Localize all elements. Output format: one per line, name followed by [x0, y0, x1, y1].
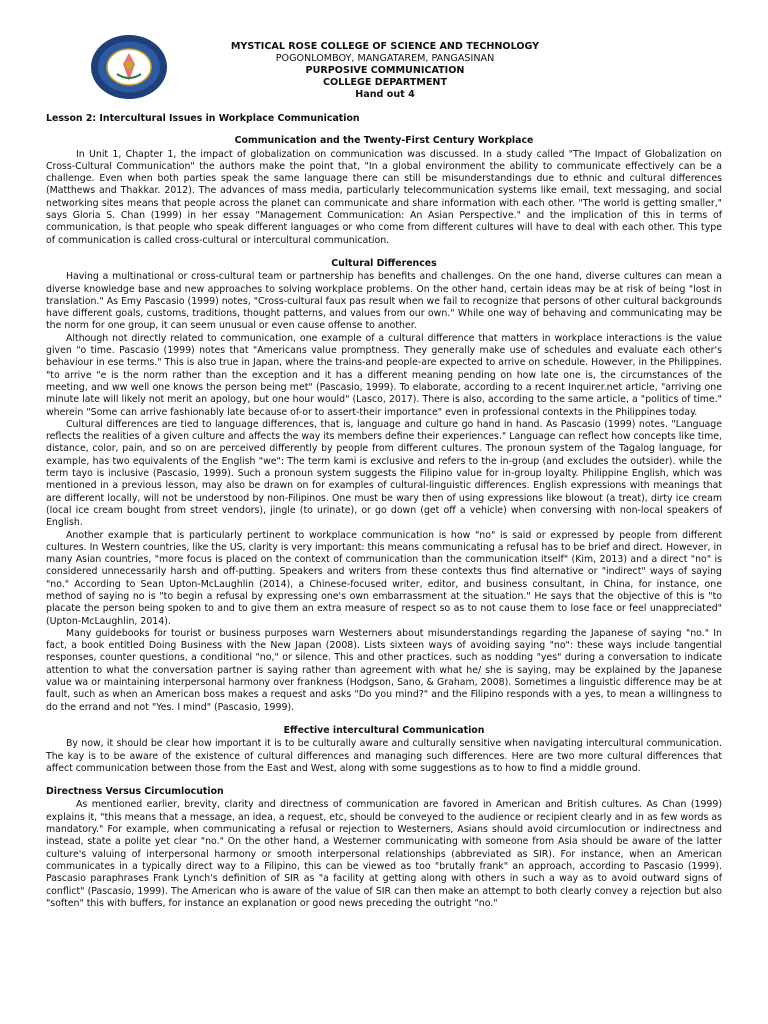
department-name: COLLEGE DEPARTMENT	[322, 77, 447, 88]
document-header	[180, 41, 590, 101]
paragraph: In Unit 1, Chapter 1, the impact of globalization on communication was discussed. In a study called "The Impact of Globalization on Cross-Cultural Communication" the authors make the point that, "In a global environment the ability to communicate effectively can be a challenge. Even when both parties speak the same language there can still be misunderstandings due to ethnic and cultural differences (Matthews and Thakkar. 2012). The advances of mass media, particularly telecommunication systems like email, text messaging, and social networking sites means that people across the planet can communicate and share information with each other. "The world is getting smaller," says Gloria S. Chan (1999) in her essay "Management Communication: An Asian Perspective." and the implication of this in terms of communication, is that people who speak different languages or who come from different cultures will have to deal with each other. This type of communication is called cross-cultural or intercultural communication.	[46, 148, 722, 246]
college-name: MYSTICAL ROSE COLLEGE OF SCIENCE AND TECHNOLOGY	[230, 41, 540, 52]
section-title-effective-communication: Effective intercultural Communication	[283, 724, 485, 736]
section-title-cultural-differences: Cultural Differences	[331, 257, 437, 269]
paragraph: Having a multinational or cross-cultural team or partnership has benefits and challenges. On the one hand, diverse cultures can mean a diverse knowledge base and new approaches to solving workplace problems. On the other hand, certain ideas may be at risk of being "lost in translation." As Emy Pascasio (1999) notes, "Cross-cultural faux pas result when we fail to recognize that persons of other cultural backgrounds have different goals, customs, traditions, thought patterns, and values from our own." While one way of behaving and communicating may be the norm for one group, it can seem unusual or even cause offense to another.	[46, 271, 722, 332]
lesson-title: Lesson 2: Intercultural Issues in Workplace Communication	[46, 113, 360, 124]
paragraph: Although not directly related to communication, one example of a cultural difference that matters in workplace interactions is the value given "o time. Pascasio (1999) notes that "Americans value promptness. They generally make use of schedules and evaluate each other's behaviour in ese terms." This is also true in Japan, where the trains-and people-are expected to arrive on schedule. However, in the Philippines. "to arrive "e is the norm rather than the exception and it has a different meaning pending on how late one is, the circumstances of the meeting, and ww well one knows the person being met" (Pascasio, 1999). To elaborate, according to a recent Inquirer.net article, "arriving one minute late will likely not merit an apology, but one hour would" (Lasco, 2017). There is also, according to the same article, a "politics of time." wherein "Some can arrive fashionably late because of-or to assert-their importance" even in professional contexts in the Philippines today.	[46, 332, 722, 418]
document-body	[46, 113, 722, 910]
paragraph: Another example that is particularly pertinent to workplace communication is how "no" is said or expressed by people from different cultures. In Western countries, like the US, clarity is very important: this means communicating a refusal has to be brief and direct. However, in many Asian countries, "more focus is placed on the context of communication than the communication itself" (Kim, 2013) and a direct "no" is considered unnecessarily harsh and off-putting. Speakers and writers from these contexts thus find alternative or "indirect" ways of saying "no." According to Sean Upton-McLaughlin (2014), a Chinese-focused writer, editor, and business consultant, in China, for instance, one method of saying no is "to begin a refusal by expressing one's own embarrassment at the situation." He says that the objective of this is "to placate the person being spoken to and to give them an extra measure of respect so as to not cause them to lose face or feel unappreciated" (Upton-McLaughlin, 2014).	[46, 529, 722, 627]
paragraph: Many guidebooks for tourist or business purposes warn Westerners about misunderstandings regarding the Japanese of saying "no." In fact, a book entitled Doing Business with the New Japan (2008). Lists sixteen ways of avoiding saying "no": these ways include tangential responses, counter questions, a conditional "no," or silence. This and other practices. such as nodding "yes" during a conversation to indicate attention to what the conversation partner is saying rather than agreement with what he/ she is saying, may be explained by the Japanese value wa or maintaining interpersonal harmony over frankness (Hodgson, Sano, & Graham, 2008). Sometimes a linguistic difference may be at fault, such as when an American boss makes a request and asks "Do you mind?" and the Filipino responds with a yes, to mean a willingness to do the errand and not "Yes. I mind" (Pascasio, 1999).	[46, 627, 722, 713]
paragraph: As mentioned earlier, brevity, clarity and directness of communication are favored in American and British cultures. As Chan (1999) explains it, "this means that a message, an idea, a request, etc, should be conveyed to the audience or recipient clearly and in as few words as mandatory." For example, when communicating a refusal or rejection to Westerners, Asians should avoid circumlocution or indirectness and instead, state a polite yet clear "no." On the other hand, a Westerner communicating with someone from Asia should be aware of the latter culture's valuing of interpersonal harmony or smooth interpersonal relationships (abbreviated as SIR). For instance, when an American communicates in a typically direct way to a Filipino, this can be viewed as too "brutally frank" an approach, according to Pascasio (1999). Pascasio paraphrases Frank Lynch's definition of SIR as "a facility at getting along with others in such a way as to avoid outward signs of conflict" (Pascasio, 1999). The American who is aware of the value of SIR can then make an attempt to both clearly convey a rejection but also "soften" this with buffers, for instance an explanation or good news preceding the outright "no."	[46, 799, 722, 909]
paragraph: By now, it should be clear how important it is to be culturally aware and culturally sensitive when navigating intercultural communication. The kay is to be aware of the existence of cultural differences and managing such differences. Here are two more cultural differences that affect communication between those from the East and West, along with some suggestions as to how to find a middle ground.	[46, 738, 722, 774]
section-title-workplace: Communication and the Twenty-First Century Workplace	[234, 135, 534, 147]
subject-name: PURPOSIVE COMMUNICATION	[305, 65, 465, 76]
college-address: POGONLOMBOY, MANGATAREM, PANGASINAN	[275, 53, 495, 64]
paragraph: Cultural differences are tied to language differences, that is, language and culture go hand in hand. As Pascasio (1999) notes. "Language reflects the realities of a given culture and affects the way its members define their experiences." Language can reflect how concepts like time, distance, color, pain, and so on are perceived differently by people from different cultures. The pronoun system of the Tagalog language, for example, has two equivalents of the English "we": The term kami is exclusive and refers to the in-group (and excludes the outsider). while the term tayo is inclusive (Pascasio, 1999). Such a pronoun system suggests the Filipino value for in-group loyalty. Philippine English, which was mentioned in a previous lesson, may also be drawn on for examples of cultural-linguistic differences. English expressions with meanings that are different locally, will not be understood by non-Filipinos. One must be wary then of using expressions like blowout (a treat), dirty ice cream (local ice cream bought from street vendors), jingle (to urinate), or go down (get off a vehicle) when conversing with non-local speakers of English.	[46, 418, 722, 529]
section-title-directness: Directness Versus Circumlocution	[46, 786, 224, 798]
handout-number: Hand out 4	[355, 89, 415, 100]
college-seal-icon	[90, 34, 168, 100]
